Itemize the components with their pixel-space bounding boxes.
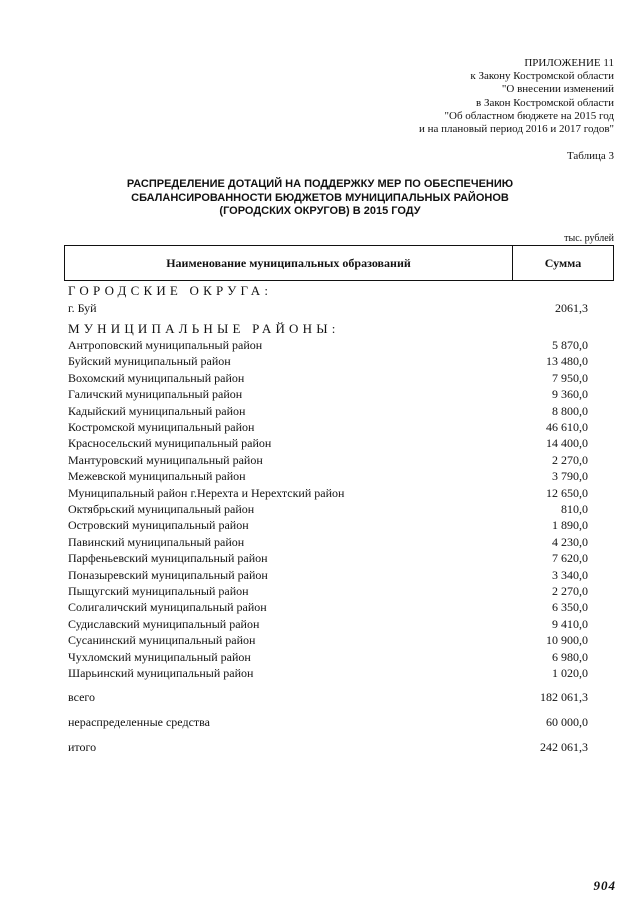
table-row (68, 419, 588, 435)
row-value: 3 340,0 (552, 567, 588, 582)
row-name: Вохомский муниципальный район (68, 370, 245, 385)
row-name: итого (68, 740, 97, 754)
row-value: 3 790,0 (552, 469, 588, 484)
table-row (68, 501, 588, 517)
table-row (68, 632, 588, 648)
row-name: Поназыревский муниципальный район (68, 567, 268, 582)
appendix-line: к Закону Костромской области (470, 70, 614, 83)
row-value: 46 610,0 (546, 420, 588, 434)
row-value: 9 360,0 (552, 387, 588, 402)
row-name: Павинский муниципальный район (68, 534, 245, 549)
table-row (68, 353, 588, 369)
table-row (68, 616, 588, 632)
document-title (120, 178, 520, 219)
row-value: 60 000,0 (546, 715, 588, 729)
units-label: тыс. рублей (564, 233, 614, 244)
title-line: РАСПРЕДЕЛЕНИЕ ДОТАЦИЙ НА ПОДДЕРЖКУ МЕР ПО ОБЕСПЕЧЕНИЮ (126, 178, 514, 190)
table-row (68, 337, 588, 353)
row-value: 12 650,0 (546, 485, 588, 500)
appendix-line: "Об областном бюджете на 2015 год (444, 109, 614, 122)
appendix-line: в Закон Костромской области (476, 96, 614, 109)
row-name: Межевской муниципальный район (68, 469, 246, 484)
row-value: 2 270,0 (552, 584, 588, 598)
table-row (68, 468, 588, 484)
table-label: Таблица 3 (566, 150, 614, 162)
row-value: 1 890,0 (552, 518, 588, 533)
table-row (68, 649, 588, 665)
row-name: Чухломский муниципальный район (68, 649, 251, 664)
appendix-line: ПРИЛОЖЕНИЕ 11 (524, 57, 614, 69)
row-name: Красносельский муниципальный район (68, 436, 272, 451)
table-row (68, 517, 588, 533)
row-value: 7 950,0 (552, 370, 588, 385)
table-row (68, 665, 588, 681)
row-value: 242 061,3 (540, 740, 588, 754)
row-value: 2061,3 (555, 301, 588, 315)
row-name: Судиславский муниципальный район (68, 616, 260, 631)
table-row (68, 403, 588, 419)
header-name-cell: Наименование муниципальных образований (65, 246, 513, 280)
row-name: Сусанинский муниципальный район (68, 633, 256, 648)
appendix-block (419, 57, 614, 136)
table-row (68, 599, 588, 615)
row-value: 1 020,0 (552, 666, 588, 680)
table-row (68, 485, 588, 501)
row-value: 2 270,0 (552, 452, 588, 467)
row-name: Пыщугский муниципальный район (68, 584, 249, 598)
row-name: Шарьинский муниципальный район (68, 666, 254, 680)
row-value: 6 350,0 (552, 600, 588, 615)
header-sum-cell: Сумма (544, 255, 582, 270)
page-number-mark: 904 (593, 878, 616, 893)
row-name: Антроповский муниципальный район (68, 338, 263, 352)
appendix-line: и на плановый период 2016 и 2017 годов" (418, 123, 614, 136)
row-value: 10 900,0 (546, 633, 588, 648)
row-value: 8 800,0 (552, 403, 588, 418)
row-name: Муниципальный район г.Нерехта и Нерехтский район (68, 485, 345, 500)
row-name: Костромской муниципальный район (68, 420, 255, 434)
table-row (68, 567, 588, 583)
total-row (68, 689, 588, 705)
table-row (68, 300, 588, 316)
total-row (68, 714, 588, 730)
row-name: Мантуровский муниципальный район (68, 452, 263, 467)
row-name: Кадыйский муниципальный район (68, 403, 246, 418)
table-row (68, 550, 588, 566)
row-name: Парфеньевский муниципальный район (68, 551, 268, 566)
row-value: 13 480,0 (546, 354, 588, 369)
table-header (64, 245, 614, 281)
row-value: 4 230,0 (552, 534, 588, 549)
table-row (68, 534, 588, 550)
table-row (68, 452, 588, 468)
row-value: 5 870,0 (552, 338, 588, 352)
table-row (68, 386, 588, 402)
table-row (68, 370, 588, 386)
title-line: (ГОРОДСКИХ ОКРУГОВ) В 2015 ГОДУ (219, 205, 421, 217)
table-row (68, 583, 588, 599)
row-value: 9 410,0 (552, 616, 588, 631)
title-line: СБАЛАНСИРОВАННОСТИ БЮДЖЕТОВ МУНИЦИПАЛЬНЫХ РАЙОНОВ (131, 191, 509, 204)
row-value: 810,0 (561, 502, 588, 516)
row-name: Галичский муниципальный район (68, 387, 243, 402)
total-row (68, 739, 588, 755)
row-name: г. Буй (68, 301, 97, 315)
row-value: 14 400,0 (546, 436, 588, 451)
row-value: 182 061,3 (540, 690, 588, 704)
section-heading: ГОРОДСКИЕ ОКРУГА: (68, 283, 273, 298)
row-name: всего (68, 690, 96, 704)
row-value: 7 620,0 (552, 551, 588, 566)
appendix-line: "О внесении изменений (501, 83, 614, 96)
row-name: Октябрьский муниципальный район (68, 502, 255, 516)
row-name: Солигаличский муниципальный район (68, 600, 267, 615)
row-name: Буйский муниципальный район (68, 354, 231, 369)
row-value: 6 980,0 (552, 649, 588, 664)
section-heading: МУНИЦИПАЛЬНЫЕ РАЙОНЫ: (68, 321, 340, 336)
row-name: нераспределенные средства (68, 715, 210, 729)
row-name: Островский муниципальный район (68, 518, 249, 533)
table-row (68, 435, 588, 451)
